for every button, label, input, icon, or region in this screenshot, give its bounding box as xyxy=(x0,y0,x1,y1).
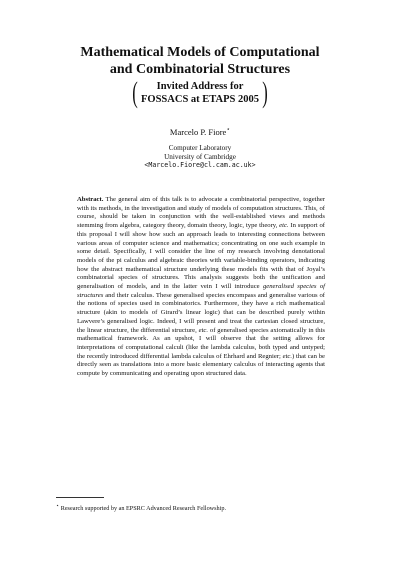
author-name: Marcelo P. Fiore xyxy=(169,126,227,137)
abstract-paragraph xyxy=(77,196,325,379)
footnote xyxy=(56,503,336,513)
footnote-divider xyxy=(56,497,104,498)
abstract-text-2: In support of this proposal I will show how such an approach leads to interesting connections between various areas of computer science and mathematics; concentrating on one such example in some detail. Specifically, I will consider the line of my research involving denotational models of the pi calculus and algebraic theories with variable-binding operators, indicating how the abstract mathematical structure underlying these models fits with that of Joyal’s combinatorial species of structures. This analysis suggests both the unification and generalisation of models, and in the latter vein I will introduce xyxy=(77,222,326,291)
paper-title-line-1: Mathematical Models of Computational xyxy=(80,45,320,60)
abstract-etc-3: etc. xyxy=(282,352,293,360)
abstract-etc-2: etc. xyxy=(198,326,209,334)
abstract-text-3: and their calculus. These generalised species encompass and generalise various of the notions of species used in combinatorics. Furthermore, they have a rich mathematical structure (akin to models of Girard’s linear logic) that can be described purely within Lawvere’s generalised logic. Indeed, I will present and treat the cartesian closed structure, the linear structure, the differential structure, xyxy=(77,291,325,334)
abstract-etc-1: etc. xyxy=(279,222,289,230)
subtitle xyxy=(140,80,260,106)
affiliation-university: University of Cambridge xyxy=(164,152,236,161)
affiliation-block xyxy=(0,144,400,170)
right-parenthesis-glyph: ) xyxy=(262,76,268,109)
subtitle-line-2: FOSSACS at ETAPS 2005 xyxy=(141,94,259,105)
title-block xyxy=(0,44,400,107)
author-line xyxy=(0,126,400,137)
abstract-text-1: The general aim of this talk is to advocate a combinatorial perspective, together with its methods, in the investigation and study of models of computation structures. This, of course, should be taken in conjunction with the well-established views and methods stemming from algebra, category theory, domain theory, logic, type theory, xyxy=(77,196,325,230)
footnote-text: Research supported by an EPSRC Advanced Research Fellowship. xyxy=(59,505,227,513)
subtitle-line-1: Invited Address for xyxy=(156,81,244,92)
abstract-text-5: ) that can be directly seen as translations into a more basic elementary calculus of interacting agents that compute by communicating and operating upon structured data. xyxy=(77,352,325,378)
footnote-mark: ⋆ xyxy=(56,504,60,509)
abstract-emphasis-generalised-species: generalised species of structures xyxy=(77,283,325,299)
abstract-label: Abstract. xyxy=(77,196,104,203)
left-parenthesis-glyph: ( xyxy=(132,76,138,109)
abstract-text-4: of generalised species axiomatically in this mathematical framework. As an upshot, I will observe that the setting allows for interpretations of computational calculi (like the lambda calculus, both typed and untyped; the recently introduced differential lambda calculus of Ehrhard and Regnier; xyxy=(77,326,325,360)
paper-title-line-2: and Combinatorial Structures xyxy=(109,62,291,77)
affiliation-email: <Marcelo.Fiore@cl.cam.ac.uk> xyxy=(144,161,256,170)
author-footnote-mark: ⋆ xyxy=(226,127,231,133)
subtitle-group xyxy=(130,76,270,109)
affiliation-department: Computer Laboratory xyxy=(168,144,232,152)
